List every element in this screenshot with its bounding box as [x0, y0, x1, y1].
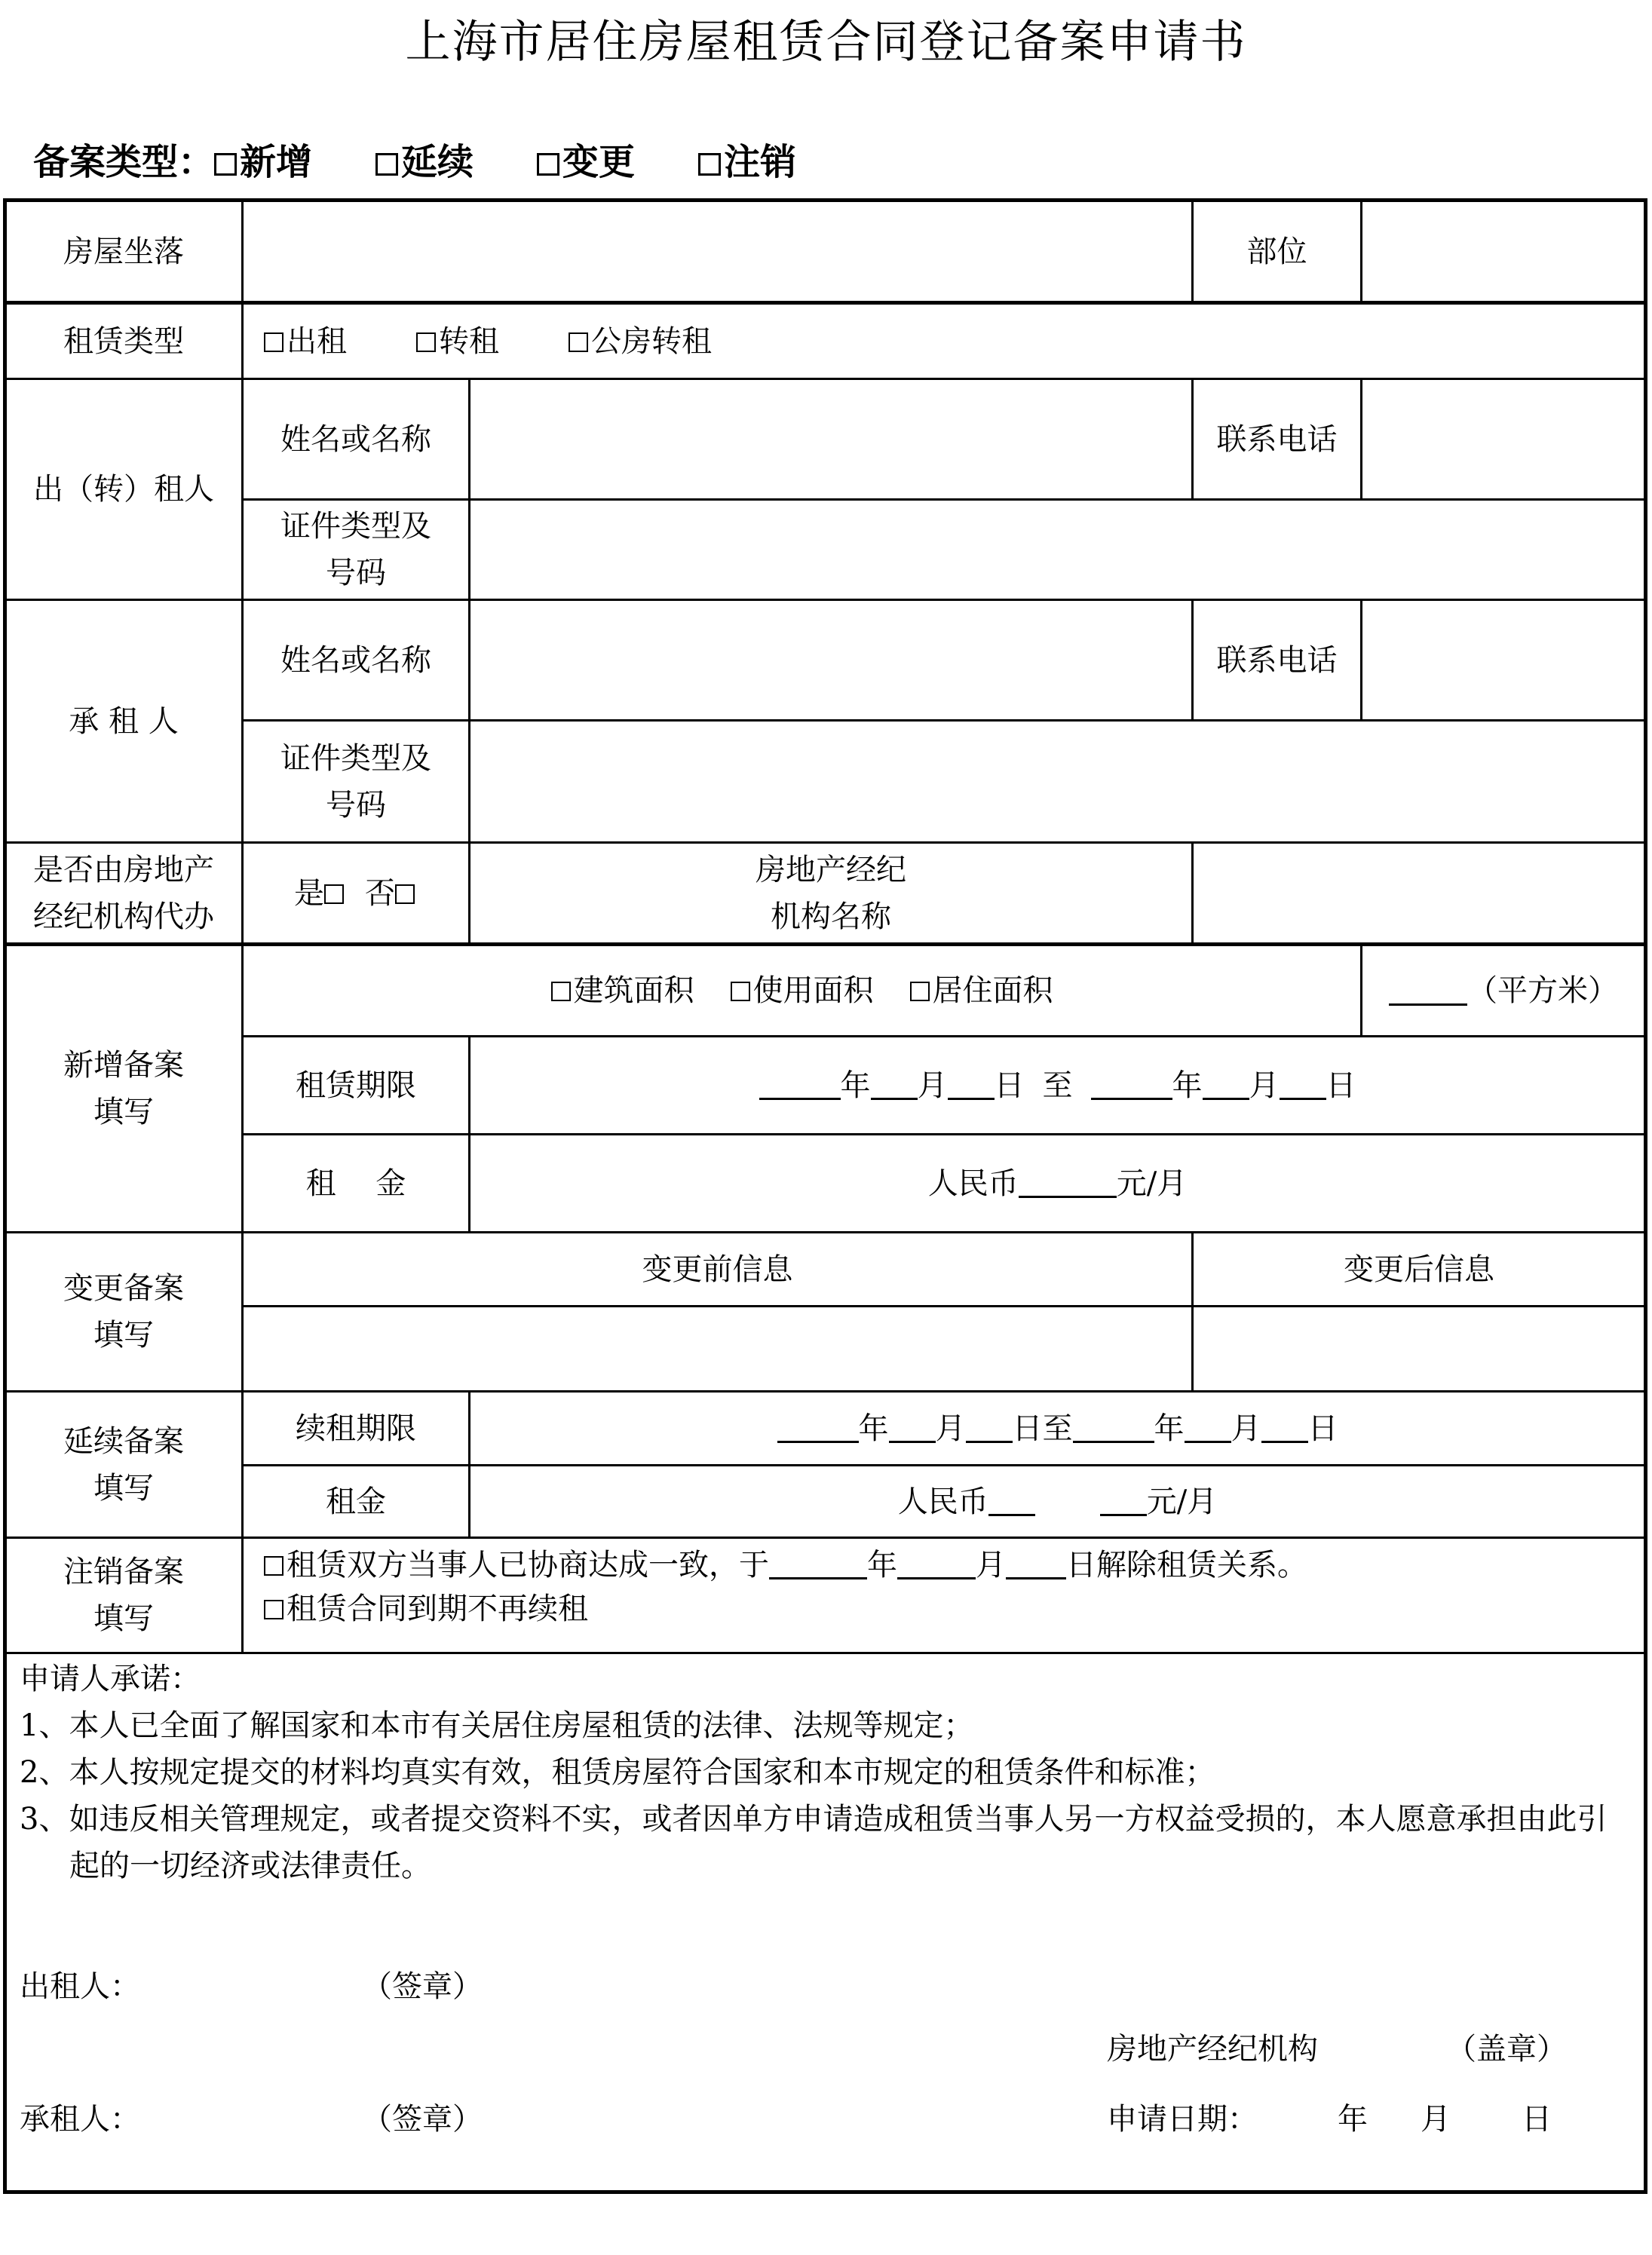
- checkbox[interactable]: [910, 982, 930, 1001]
- lessor-id-label: 证件类型及 号码: [280, 509, 431, 590]
- blank-line[interactable]: [1203, 1071, 1249, 1100]
- lessee-phone-field[interactable]: [1362, 601, 1644, 719]
- rent-label: 租 金: [305, 1166, 406, 1201]
- lessor-phone-field[interactable]: [1362, 380, 1644, 498]
- new-filing-label: 新增备案 填写: [63, 1048, 184, 1129]
- blank-line[interactable]: [1389, 976, 1467, 1006]
- row-divider: [3, 1652, 1647, 1654]
- blank-line[interactable]: [889, 1414, 936, 1443]
- renewal-filing-label: 延续备案 填写: [63, 1423, 184, 1506]
- area-option-usable[interactable]: 使用面积: [731, 967, 874, 1014]
- lease-type-rent[interactable]: 出租: [264, 318, 347, 365]
- checkbox[interactable]: [214, 153, 237, 176]
- lessor-signature-field[interactable]: （签章）: [362, 1969, 483, 2004]
- lessor-phone-label: 联系电话: [1216, 421, 1338, 457]
- lease-type-public-sublease[interactable]: 公房转租: [569, 318, 712, 365]
- area-option-living[interactable]: 居住面积: [910, 967, 1053, 1014]
- blank-line[interactable]: [759, 1071, 841, 1100]
- lessee-section-label: 承 租 人: [69, 703, 179, 739]
- checkbox[interactable]: [698, 153, 721, 176]
- change-filing-label: 变更备案 填写: [63, 1271, 184, 1353]
- lessee-phone-label: 联系电话: [1216, 642, 1338, 678]
- agency-name-label: 房地产经纪 机构名称: [756, 852, 906, 934]
- blank-line[interactable]: [1006, 1550, 1066, 1579]
- property-part-label: 部位: [1246, 234, 1307, 269]
- lessee-name-field[interactable]: [470, 601, 1191, 719]
- blank-line[interactable]: [871, 1071, 918, 1100]
- checkbox[interactable]: [395, 884, 415, 904]
- filing-type-label: 备案类型：: [33, 141, 215, 183]
- blank-line[interactable]: [1091, 1071, 1172, 1100]
- change-before-header: 变更前信息: [642, 1252, 793, 1287]
- blank-line[interactable]: [1280, 1071, 1326, 1100]
- blank-line[interactable]: [948, 1071, 995, 1100]
- blank-line[interactable]: [1019, 1169, 1117, 1198]
- application-date-year[interactable]: 年: [1338, 2102, 1368, 2137]
- agency-yes-no: [244, 844, 468, 942]
- lease-term-field[interactable]: 年 月 日 至 年 月 日: [470, 1037, 1644, 1133]
- lessor-section-label: 出（转）租人: [33, 472, 214, 507]
- lessor-id-field[interactable]: [470, 501, 1644, 599]
- checkbox[interactable]: [731, 982, 750, 1001]
- lessee-id-field[interactable]: [470, 722, 1644, 841]
- checkbox[interactable]: [324, 884, 344, 904]
- blank-line[interactable]: [988, 1487, 1035, 1516]
- agency-yes[interactable]: 是: [294, 870, 347, 917]
- cancel-option-mutual[interactable]: 租赁双方当事人已协商达成一致，于 年 月 日解除租赁关系。: [264, 1543, 1307, 1587]
- lessor-name-field[interactable]: [470, 380, 1191, 498]
- filing-type-change[interactable]: 变更: [537, 133, 635, 185]
- pledge-item-2: 2、本人按规定提交的材料均真实有效，租赁房屋符合国家和本市规定的租赁条件和标准；: [20, 1755, 1215, 1790]
- blank-line[interactable]: [897, 1550, 976, 1579]
- agency-no[interactable]: 否: [365, 870, 418, 917]
- checkbox[interactable]: [416, 332, 436, 352]
- form-title: 上海市居住房屋租赁合同登记备案申请书: [405, 16, 1247, 69]
- lessee-signature-field[interactable]: （签章）: [362, 2102, 483, 2137]
- area-value-field[interactable]: （平方米）: [1362, 946, 1644, 1035]
- lessee-name-label: 姓名或名称: [280, 642, 431, 678]
- agency-question-label: 是否由房地产 经纪机构代办: [33, 852, 214, 934]
- application-date-label: 申请日期：: [1107, 2102, 1258, 2137]
- blank-line[interactable]: [1185, 1414, 1231, 1443]
- filing-type-cancel[interactable]: 注销: [698, 133, 796, 185]
- pledge-heading: 申请人承诺：: [20, 1662, 201, 1696]
- checkbox[interactable]: [537, 153, 559, 176]
- renewal-rent-field[interactable]: 人民币 元/月: [897, 1484, 1218, 1519]
- cancel-option-expired[interactable]: 租赁合同到期不再续租: [264, 1587, 1307, 1631]
- agency-signature-label: 房地产经纪机构: [1107, 2032, 1318, 2067]
- application-date-month[interactable]: 月: [1421, 2102, 1451, 2137]
- checkbox[interactable]: [375, 153, 398, 176]
- renewal-term-field[interactable]: 年 月 日 至 年 月 日: [470, 1393, 1644, 1464]
- renewal-term-label: 续租期限: [296, 1411, 416, 1446]
- blank-line[interactable]: [769, 1550, 867, 1579]
- cancel-filing-label: 注销备案 填写: [63, 1555, 184, 1636]
- renewal-rent-label: 租金: [326, 1484, 386, 1519]
- pledge-item-3: 3、如违反相关管理规定，或者提交资料不实，或者因单方申请造成租赁当事人另一方权益受损的，本人愿意承担由此引起的一切经济或法律责任。: [20, 1802, 1608, 1883]
- lessee-id-label: 证件类型及 号码: [280, 740, 431, 823]
- checkbox[interactable]: [569, 332, 588, 352]
- blank-line[interactable]: [966, 1414, 1013, 1443]
- area-option-building[interactable]: 建筑面积: [551, 967, 694, 1014]
- property-location-field[interactable]: [244, 202, 1191, 301]
- row-divider: [3, 1537, 1647, 1539]
- property-location-label: 房屋坐落: [63, 234, 184, 269]
- area-type-options: [244, 946, 1360, 1035]
- rent-field[interactable]: 人民币 元/月: [927, 1166, 1188, 1201]
- lessor-name-label: 姓名或名称: [280, 421, 431, 457]
- filing-type-renewal[interactable]: 延续: [375, 133, 474, 185]
- cancel-filing-options: [264, 1543, 1307, 1631]
- filing-type-new[interactable]: 新增: [214, 133, 312, 185]
- lease-type-label: 租赁类型: [63, 323, 184, 359]
- pledge-section: [20, 1656, 1633, 1889]
- lease-type-sublease[interactable]: 转租: [416, 318, 499, 365]
- property-part-field[interactable]: [1362, 202, 1644, 301]
- blank-line[interactable]: [1073, 1414, 1154, 1443]
- pledge-item-1: 1、本人已全面了解国家和本市有关居住房屋租赁的法律、法规等规定；: [20, 1708, 974, 1743]
- change-after-header: 变更后信息: [1344, 1252, 1494, 1287]
- blank-line[interactable]: [1261, 1414, 1308, 1443]
- application-date-day[interactable]: 日: [1522, 2102, 1552, 2137]
- checkbox[interactable]: [551, 982, 571, 1001]
- checkbox[interactable]: [264, 1600, 284, 1619]
- blank-line[interactable]: [1100, 1487, 1147, 1516]
- blank-line[interactable]: [777, 1414, 859, 1443]
- checkbox[interactable]: [264, 1556, 284, 1576]
- change-before-field[interactable]: [244, 1307, 1191, 1390]
- agency-seal-field[interactable]: （盖章）: [1446, 2032, 1567, 2067]
- filing-type-row: [33, 133, 796, 185]
- lessor-signature-label: 出租人：: [20, 1969, 140, 2004]
- change-after-field[interactable]: [1194, 1307, 1644, 1390]
- lease-term-label: 租赁期限: [296, 1068, 416, 1103]
- checkbox[interactable]: [264, 332, 284, 352]
- lease-type-options: [264, 305, 1621, 378]
- agency-name-field[interactable]: [1194, 844, 1644, 942]
- lessee-signature-label: 承租人：: [20, 2102, 140, 2137]
